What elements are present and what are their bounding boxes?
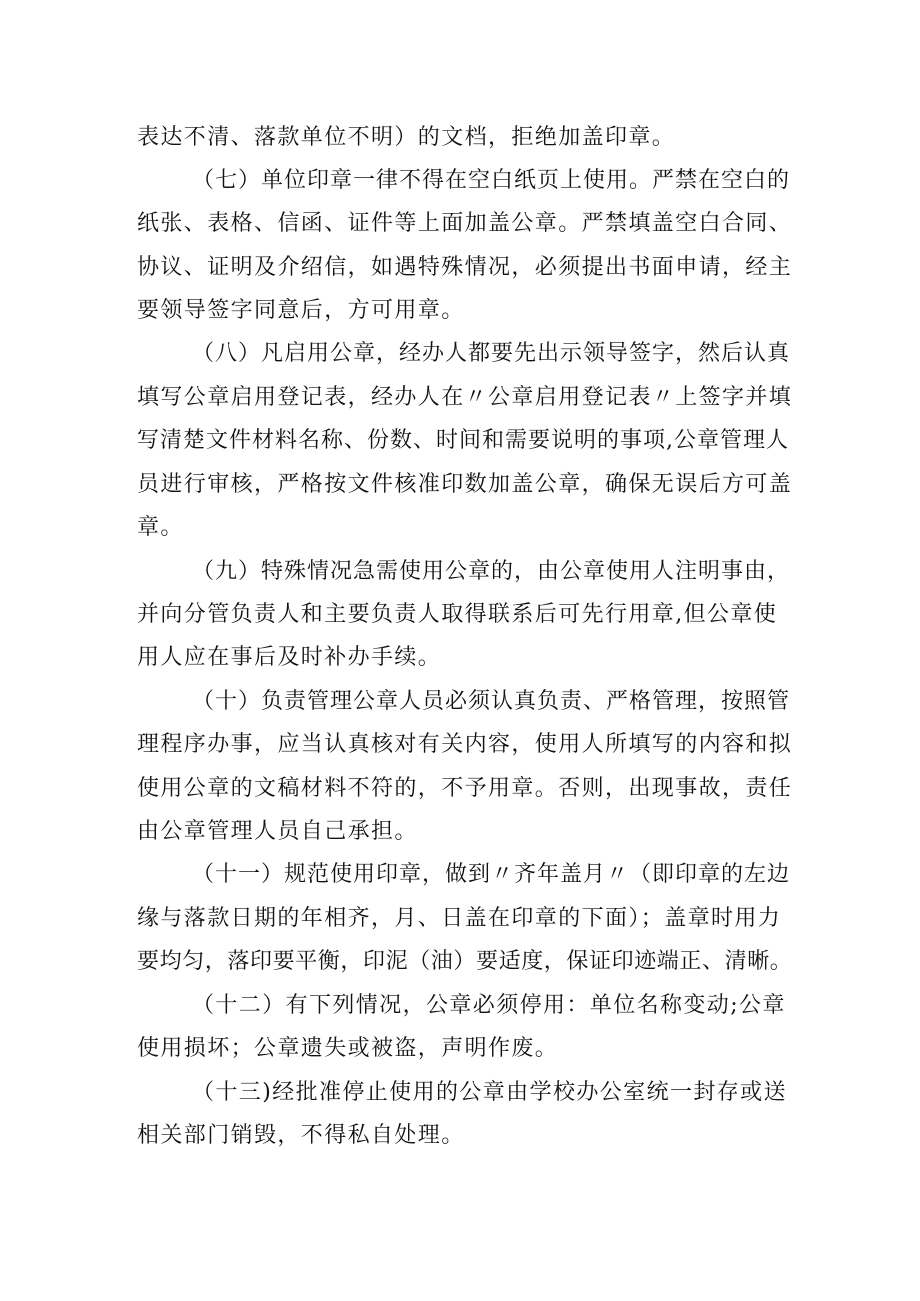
- text-line: 由公章管理人员自己承担。: [137, 819, 418, 844]
- text-line: 并向分管负责人和主要负责人取得联系后可先行用章,但公章使: [137, 602, 778, 627]
- text-line: （十一）规范使用印章，做到〃齐年盖月〃（即印章的左边: [192, 862, 791, 887]
- text-line: 纸张、表格、信函、证件等上面加盖公章。严禁填盖空白合同、: [137, 211, 793, 236]
- text-line: 协议、证明及介绍信，如遇特殊情况，必须提出书面申请，经主: [137, 255, 793, 280]
- text-line: （八）凡启用公章，经办人都要先出示领导签字，然后认真: [192, 341, 791, 366]
- text-line: 写清楚文件材料名称、份数、时间和需要说明的事项,公章管理人: [137, 428, 789, 453]
- text-line: 使用公章的文稿材料不符的，不予用章。否则，出现事故，责任: [137, 776, 793, 801]
- text-line: 要均匀，落印要平衡，印泥（油）要适度，保证印迹端正、清晰。: [137, 949, 793, 974]
- text-line: 理程序办事，应当认真核对有关内容，使用人所填写的内容和拟: [137, 732, 793, 757]
- text-line: 员进行审核，严格按文件核准印数加盖公章，确保无误后方可盖: [137, 472, 793, 497]
- text-line: （十二）有下列情况，公章必须停用：单位名称变动;公章: [192, 993, 786, 1018]
- text-line: 用人应在事后及时补办手续。: [137, 645, 442, 670]
- text-line: （十三)经批准停止使用的公章由学校办公室统一封存或送: [192, 1080, 787, 1105]
- text-line: 使用损坏；公章遗失或被盗，声明作废。: [137, 1036, 559, 1061]
- text-line: 相关部门销毁，不得私自处理。: [137, 1123, 465, 1148]
- text-line: 表达不清、落款单位不明）的文档，拒绝加盖印章。: [137, 125, 676, 150]
- text-line: 填写公章启用登记表，经办人在〃公章启用登记表〃上签字并填: [137, 385, 793, 410]
- text-line: 章。: [137, 515, 184, 540]
- text-line: （七）单位印章一律不得在空白纸页上使用。严禁在空白的: [192, 168, 791, 193]
- text-line: 缘与落款日期的年相齐，月、日盖在印章的下面）；盖章时用力: [137, 906, 782, 931]
- text-line: （九）特殊情况急需使用公章的，由公章使用人注明事由，: [192, 559, 791, 584]
- text-line: 要领导签字同意后，方可用章。: [137, 298, 465, 323]
- text-line: （十）负责管理公章人员必须认真负责、严格管理，按照管: [192, 689, 791, 714]
